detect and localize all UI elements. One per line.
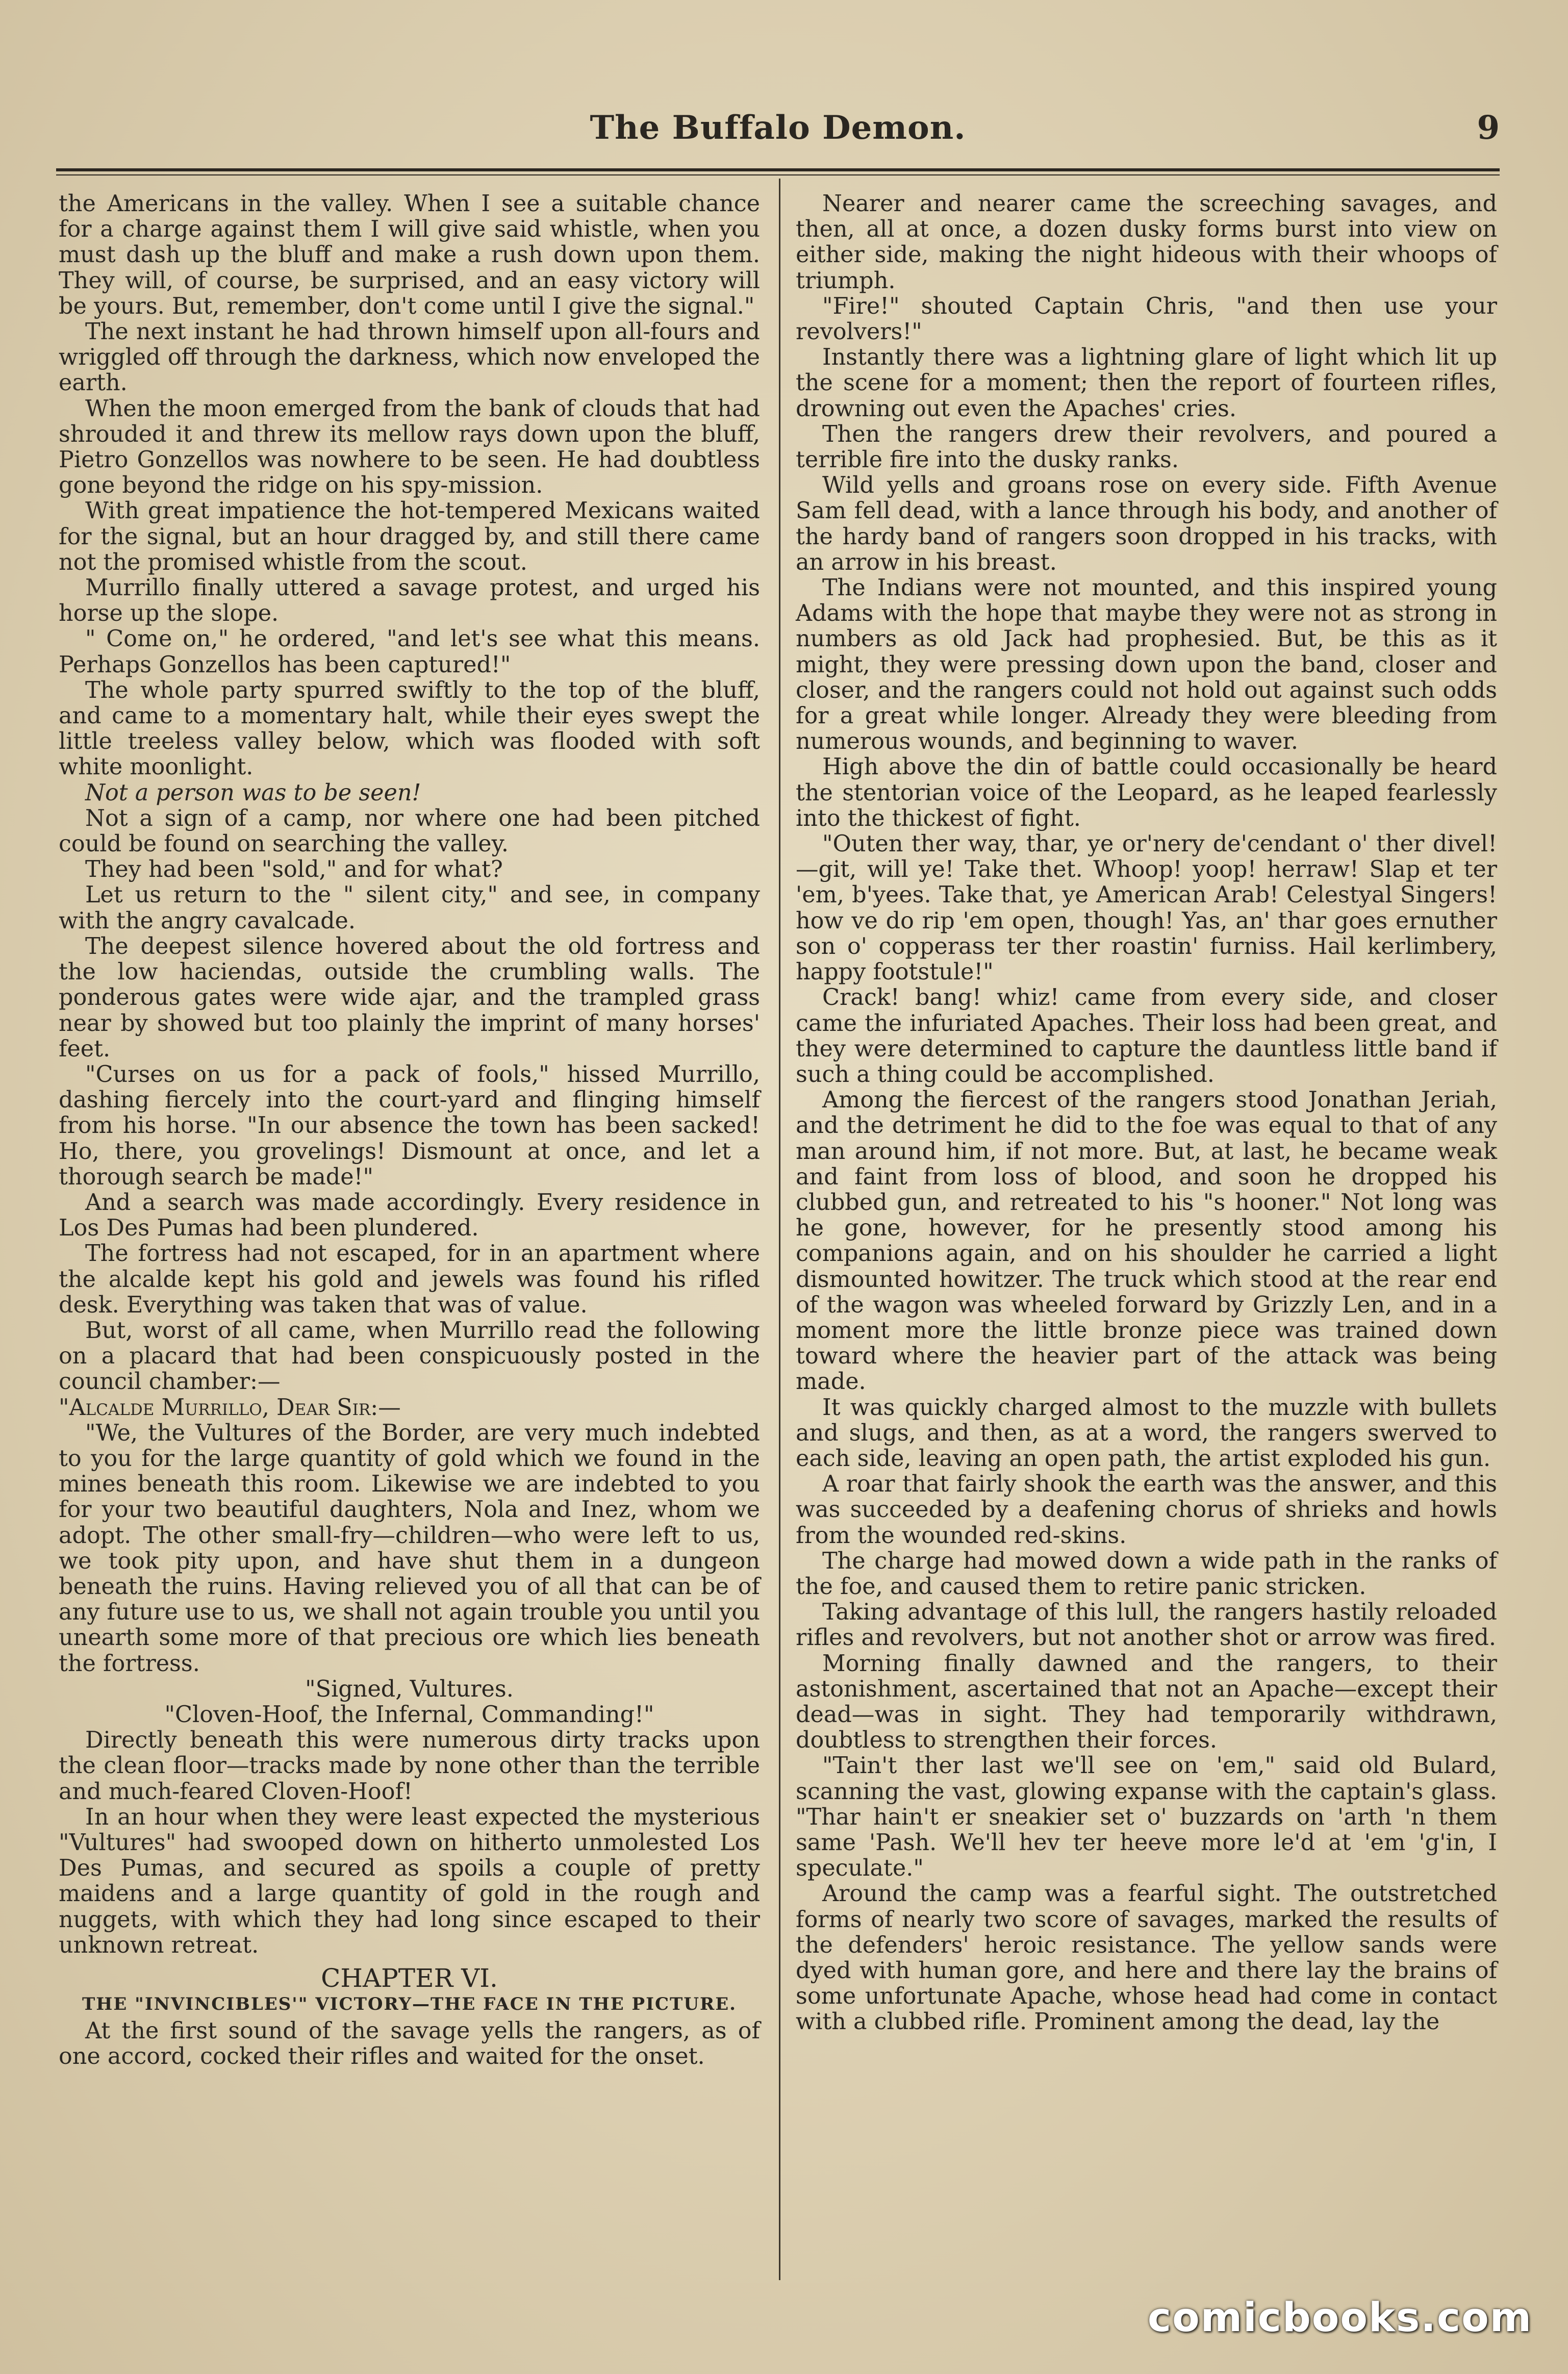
paragraph: The whole party spurred swiftly to the top of the bluff, and came to a momentary halt, while their eyes swept the little treeless valley below, which was flooded with soft white moonlight. (59, 677, 760, 780)
paragraph: " Come on," he ordered, "and let's see what this means. Perhaps Gonzellos has been captured!" (59, 626, 760, 678)
column-divider (779, 179, 780, 2280)
paragraph: the Americans in the valley. When I see a suitable chance for a charge against them I will give said whistle, when you must dash up the bluff and make a rush down upon them. They will, of course, be surprised, and an easy victory will be yours. But, remember, don't come until I give the signal." (59, 191, 760, 319)
paragraph: Morning finally dawned and the rangers, to their astonishment, ascertained that not an Apache—except their dead—was in sight. They had temporarily withdrawn, doubtless to strengthen their forces. (796, 1650, 1497, 1754)
page-number: 9 (1477, 109, 1500, 147)
letter-salutation: "Alcalde Murrillo, Dear Sir:— (59, 1394, 401, 1421)
paragraph: At the first sound of the savage yells the rangers, as of one accord, cocked their rifles and waited for the onset. (59, 2018, 760, 2070)
header-rule (56, 168, 1500, 171)
paragraph: Around the camp was a fearful sight. The outstretched forms of nearly two score of savages, marked the results of the defenders' heroic resistance. The yellow sands were dyed with human gore, and here and there lay the brains of some unfortunate Apache, whose head had come in contact with a clubbed rifle. Prominent among the dead, lay the (796, 1881, 1497, 2035)
paragraph: They had been "sold," and for what? (85, 856, 503, 883)
page-header (56, 99, 1500, 161)
paragraph: The Indians were not mounted, and this inspired young Adams with the hope that maybe they were not as strong in numbers as old Jack had prophesied. But, be this as it might, they were pressing down upon the band, closer and closer, and the rangers could not hold out against such odds for a great while longer. Already they were bleeding from numerous wounds, and beginning to waver. (796, 575, 1497, 755)
paragraph: The deepest silence hovered about the old fortress and the low haciendas, outside the crumbling walls. The ponderous gates were wide ajar, and the trampled grass near by showed but too plainly the imprint of many horses' feet. (59, 933, 760, 1062)
paragraph: It was quickly charged almost to the muzzle with bullets and slugs, and then, as at a word, the rangers swerved to each side, leaving an open path, the artist exploded his gun. (796, 1394, 1497, 1472)
paragraph: "Tain't ther last we'll see on 'em," said old Bulard, scanning the vast, glowing expanse with the captain's glass. "Thar hain't er sneakier set o' buzzards on 'arth 'n them same 'Pash. We'll hev ter heeve more le'd at 'em 'g'in, I speculate." (796, 1753, 1497, 1882)
right-column (796, 191, 1497, 2035)
header-rule-thin (56, 174, 1500, 175)
paragraph-italic: Not a person was to be seen! (85, 779, 421, 806)
paragraph: The fortress had not escaped, for in an apartment where the alcalde kept his gold and jewels was found his rifled desk. Everything was taken that was of value. (59, 1241, 760, 1318)
paragraph: Among the fiercest of the rangers stood Jonathan Jeriah, and the detriment he did to the foe was equal to that of any man around him, if not more. But, at last, he became weak and faint from loss of blood, and soon he dropped his clubbed gun, and retreated to his "s hooner." Not long was he gone, however, for he presently stood among his companions again, and on his shoulder he carried a light dismounted howitzer. The truck which stood at the rear end of the wagon was wheeled forward by Grizzly Len, and in a moment more the little bronze piece was trained down toward where the heavier part of the attack was being made. (796, 1087, 1497, 1395)
site-watermark: comicbooks.com (1147, 2295, 1532, 2341)
paragraph: Not a sign of a camp, nor where one had been pitched could be found on searching the valley. (59, 805, 760, 857)
paragraph: Crack! bang! whiz! came from every side, and closer came the infuriated Apaches. Their loss had been great, and they were determined to capture the dauntless little band if such a thing could be accomplished. (796, 984, 1497, 1088)
paragraph: Nearer and nearer came the screeching savages, and then, all at once, a dozen dusky forms burst into view on either side, making the night hideous with their whoops of triumph. (796, 191, 1497, 294)
paragraph: High above the din of battle could occasionally be heard the stentorian voice of the Leopard, as he leaped fearlessly into the thickest of fight. (796, 754, 1497, 831)
paragraph: And a search was made accordingly. Every residence in Los Des Pumas had been plundered. (59, 1189, 760, 1242)
paragraph: Instantly there was a lightning glare of light which lit up the scene for a moment; then the report of fourteen rifles, drowning out even the Apaches' cries. (796, 344, 1497, 422)
left-column (59, 191, 760, 2070)
paragraph: Murrillo finally uttered a savage protest, and urged his horse up the slope. (59, 575, 760, 627)
paragraph: Let us return to the " silent city," and see, in company with the angry cavalcade. (59, 882, 760, 934)
paragraph: Wild yells and groans rose on every side. Fifth Avenue Sam fell dead, with a lance through his body, and another of the hardy band of rangers soon dropped in his tracks, with an arrow in his breast. (796, 472, 1497, 575)
paragraph: "Outen ther way, thar, ye or'nery de'cendant o' ther divel!—git, will ye! Take thet. Whoop! yoop! herraw! Slap et ter 'em, b'yees. Take that, ye American Arab! Celestyal Singers! how ve do rip 'em open, though! Yas, an' thar goes ernuther son o' copperass ter ther roastin' furniss. Hail kerlimbery, happy footstule!" (796, 831, 1497, 986)
chapter-heading: CHAPTER VI. (321, 1963, 498, 1993)
paragraph: When the moon emerged from the bank of clouds that had shrouded it and threw its mellow rays down upon the bluff, Pietro Gonzellos was nowhere to be seen. He had doubtless gone beyond the ridge on his spy-mission. (59, 395, 760, 499)
paragraph: "Fire!" shouted Captain Chris, "and then use your revolvers!" (796, 293, 1497, 345)
paragraph: The charge had mowed down a wide path in the ranks of the foe, and caused them to retire panic stricken. (796, 1548, 1497, 1600)
running-title: The Buffalo Demon. (590, 109, 966, 147)
paragraph: Directly beneath this were numerous dirty tracks upon the clean floor—tracks made by none other than the terrible and much-feared Cloven-Hoof! (59, 1727, 760, 1805)
paragraph: Taking advantage of this lull, the rangers hastily reloaded rifles and revolvers, but not another shot or arrow was fired. (796, 1599, 1497, 1651)
chapter-subtitle: THE "INVINCIBLES'" VICTORY—THE FACE IN THE PICTURE. (82, 1994, 737, 2015)
letter-signer: "Cloven-Hoof, the Infernal, Commanding!" (164, 1701, 654, 1728)
paragraph: With great impatience the hot-tempered Mexicans waited for the signal, but an hour dragged by, and still there came not the promised whistle from the scout. (59, 498, 760, 575)
paragraph: In an hour when they were least expected the mysterious "Vultures" had swooped down on hitherto unmolested Los Des Pumas, and secured as spoils a couple of pretty maidens and a large quantity of gold in the rough and nuggets, with which they had long since escaped to their unknown retreat. (59, 1804, 760, 1958)
paragraph: A roar that fairly shook the earth was the answer, and this was succeeded by a deafening chorus of shrieks and howls from the wounded red-skins. (796, 1471, 1497, 1549)
paragraph: Then the rangers drew their revolvers, and poured a terrible fire into the dusky ranks. (796, 421, 1497, 473)
paragraph: The next instant he had thrown himself upon all-fours and wriggled off through the darkness, which now enveloped the earth. (59, 319, 760, 396)
paragraph: "Curses on us for a pack of fools," hissed Murrillo, dashing fiercely into the court-yard and flinging himself from his horse. "In our absence the town has been sacked! Ho, there, you grovelings! Dismount at once, and let a thorough search be made!" (59, 1061, 760, 1190)
letter-body: "We, the Vultures of the Border, are very much indebted to you for the large quantity of gold which we found in the mines beneath this room. Likewise we are indebted to you for your two beautiful daughters, Nola and Inez, whom we adopt. The other small-fry—children—who were left to us, we took pity upon, and have shut them in a dungeon beneath the ruins. Having relieved you of all that can be of any future use to us, we shall not again trouble you until you unearth some more of that precious ore which lies beneath the fortress. (59, 1420, 760, 1677)
letter-signature: "Signed, Vultures. (305, 1676, 514, 1702)
paragraph: But, worst of all came, when Murrillo read the following on a placard that had been conspicuously posted in the council chamber:— (59, 1317, 760, 1395)
